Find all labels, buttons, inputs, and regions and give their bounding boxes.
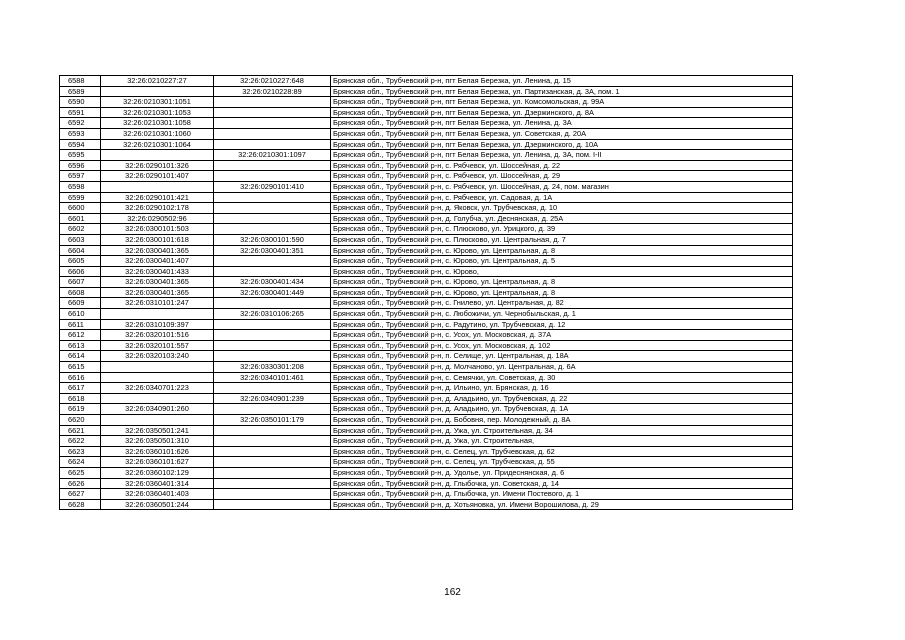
cadastral-number-cell: 32:26:0210301:1053 [101,107,214,118]
table-row [60,340,793,351]
row-number-cell: 6594 [60,139,101,150]
premises-cadastral-number-cell [214,298,331,309]
table-row [60,277,793,288]
table-row [60,415,793,426]
row-number-cell: 6608 [60,287,101,298]
premises-cadastral-number-cell [214,330,331,341]
row-number-cell: 6596 [60,160,101,171]
table-row [60,499,793,510]
cadastral-number-cell: 32:26:0350501:310 [101,436,214,447]
row-number-cell: 6622 [60,436,101,447]
row-number-cell: 6593 [60,128,101,139]
premises-cadastral-number-cell [214,266,331,277]
table-row [60,467,793,478]
premises-cadastral-number-cell [214,213,331,224]
property-table [59,75,793,510]
row-number-cell: 6625 [60,467,101,478]
premises-cadastral-number-cell [214,128,331,139]
premises-cadastral-number-cell [214,478,331,489]
cadastral-number-cell: 32:26:0300401:433 [101,266,214,277]
address-cell: Брянская обл., Трубчевский р-н, пгт Белая Березка, ул. Партизанская, д. 3А, пом. 1 [331,86,793,97]
premises-cadastral-number-cell [214,192,331,203]
premises-cadastral-number-cell: 32:26:0210227:648 [214,76,331,87]
table-row [60,139,793,150]
address-cell: Брянская обл., Трубчевский р-н, с. Рябчевск, ул. Шоссейная, д. 29 [331,171,793,182]
cadastral-number-cell [101,86,214,97]
row-number-cell: 6592 [60,118,101,129]
premises-cadastral-number-cell: 32:26:0310106:265 [214,309,331,320]
address-cell: Брянская обл., Трубчевский р-н, д. Ужа, ул. Строительная, [331,436,793,447]
table-row [60,478,793,489]
address-cell: Брянская обл., Трубчевский р-н, д. Глыбочка, ул. Советская, д. 14 [331,478,793,489]
cadastral-number-cell: 32:26:0350501:241 [101,425,214,436]
address-cell: Брянская обл., Трубчевский р-н, с. Селец, ул. Трубчевская, д. 55 [331,457,793,468]
table-row [60,128,793,139]
row-number-cell: 6604 [60,245,101,256]
table-row [60,436,793,447]
address-cell: Брянская обл., Трубчевский р-н, пгт Белая Березка, ул. Ленина, д. 3А [331,118,793,129]
cadastral-number-cell: 32:26:0360501:244 [101,499,214,510]
row-number-cell: 6618 [60,393,101,404]
cadastral-number-cell: 32:26:0310101:247 [101,298,214,309]
premises-cadastral-number-cell [214,425,331,436]
address-cell: Брянская обл., Трубчевский р-н, с. Усох, ул. Московская, д. 102 [331,340,793,351]
row-number-cell: 6600 [60,203,101,214]
row-number-cell: 6610 [60,309,101,320]
premises-cadastral-number-cell [214,404,331,415]
row-number-cell: 6626 [60,478,101,489]
premises-cadastral-number-cell [214,383,331,394]
cadastral-number-cell: 32:26:0320103:240 [101,351,214,362]
address-cell: Брянская обл., Трубчевский р-н, с. Селец, ул. Трубчевская, д. 62 [331,446,793,457]
table-row [60,287,793,298]
cadastral-number-cell: 32:26:0360401:403 [101,489,214,500]
premises-cadastral-number-cell [214,97,331,108]
table-row [60,351,793,362]
address-cell: Брянская обл., Трубчевский р-н, д. Глыбочка, ул. Имени Постевого, д. 1 [331,489,793,500]
premises-cadastral-number-cell [214,499,331,510]
premises-cadastral-number-cell [214,139,331,150]
table-body [60,76,793,510]
premises-cadastral-number-cell [214,203,331,214]
premises-cadastral-number-cell [214,446,331,457]
table-row [60,309,793,320]
table-row [60,372,793,383]
cadastral-number-cell: 32:26:0210301:1058 [101,118,214,129]
cadastral-number-cell: 32:26:0300401:365 [101,287,214,298]
premises-cadastral-number-cell [214,107,331,118]
table-row [60,107,793,118]
cadastral-number-cell: 32:26:0210301:1060 [101,128,214,139]
premises-cadastral-number-cell [214,171,331,182]
table-row [60,319,793,330]
address-cell: Брянская обл., Трубчевский р-н, д. Голубча, ул. Деснянская, д. 25А [331,213,793,224]
cadastral-number-cell: 32:26:0310109:397 [101,319,214,330]
address-cell: Брянская обл., Трубчевский р-н, пгт Белая Березка, ул. Дзержинского, д. 8А [331,107,793,118]
row-number-cell: 6617 [60,383,101,394]
row-number-cell: 6616 [60,372,101,383]
table-row [60,203,793,214]
address-cell: Брянская обл., Трубчевский р-н, с. Юрово, ул. Центральная, д. 8 [331,287,793,298]
row-number-cell: 6603 [60,234,101,245]
row-number-cell: 6588 [60,76,101,87]
row-number-cell: 6595 [60,150,101,161]
premises-cadastral-number-cell [214,160,331,171]
row-number-cell: 6589 [60,86,101,97]
address-cell: Брянская обл., Трубчевский р-н, пгт Белая Березка, ул. Советская, д. 20А [331,128,793,139]
table-row [60,213,793,224]
cadastral-number-cell: 32:26:0300101:618 [101,234,214,245]
table-row [60,150,793,161]
address-cell: Брянская обл., Трубчевский р-н, пгт Белая Березка, ул. Ленина, д. 15 [331,76,793,87]
table-row [60,330,793,341]
row-number-cell: 6612 [60,330,101,341]
premises-cadastral-number-cell: 32:26:0330301:208 [214,362,331,373]
table-row [60,97,793,108]
row-number-cell: 6599 [60,192,101,203]
row-number-cell: 6590 [60,97,101,108]
address-cell: Брянская обл., Трубчевский р-н, пгт Белая Березка, ул. Ленина, д. 3А, пом. I-II [331,150,793,161]
row-number-cell: 6601 [60,213,101,224]
cadastral-number-cell [101,150,214,161]
row-number-cell: 6613 [60,340,101,351]
address-cell: Брянская обл., Трубчевский р-н, с. Любожичи, ул. Чернобыльская, д. 1 [331,309,793,320]
table-row [60,224,793,235]
premises-cadastral-number-cell [214,489,331,500]
cadastral-number-cell [101,362,214,373]
premises-cadastral-number-cell [214,340,331,351]
address-cell: Брянская обл., Трубчевский р-н, с. Гнилево, ул. Центральная, д. 82 [331,298,793,309]
row-number-cell: 6598 [60,181,101,192]
table-row [60,245,793,256]
premises-cadastral-number-cell [214,457,331,468]
address-cell: Брянская обл., Трубчевский р-н, д. Молчаново, ул. Центральная, д. 6А [331,362,793,373]
address-cell: Брянская обл., Трубчевский р-н, пгт Белая Березка, ул. Дзержинского, д. 10А [331,139,793,150]
premises-cadastral-number-cell: 32:26:0300101:590 [214,234,331,245]
table-row [60,266,793,277]
premises-cadastral-number-cell [214,436,331,447]
row-number-cell: 6627 [60,489,101,500]
table-row [60,256,793,267]
table-row [60,393,793,404]
row-number-cell: 6620 [60,415,101,426]
row-number-cell: 6624 [60,457,101,468]
address-cell: Брянская обл., Трубчевский р-н, с. Юрово, [331,266,793,277]
premises-cadastral-number-cell [214,351,331,362]
row-number-cell: 6591 [60,107,101,118]
cadastral-number-cell: 32:26:0210301:1064 [101,139,214,150]
table-row [60,160,793,171]
row-number-cell: 6619 [60,404,101,415]
address-cell: Брянская обл., Трубчевский р-н, д. Ильино, ул. Брянская, д. 16 [331,383,793,394]
address-cell: Брянская обл., Трубчевский р-н, с. Плюсково, ул. Центральная, д. 7 [331,234,793,245]
address-cell: Брянская обл., Трубчевский р-н, д. Удолье, ул. Придеснянская, д. 6 [331,467,793,478]
table-row [60,383,793,394]
address-cell: Брянская обл., Трубчевский р-н, д. Яковск, ул. Трубчевская, д. 10 [331,203,793,214]
address-cell: Брянская обл., Трубчевский р-н, д. Ужа, ул. Строительная, д. 34 [331,425,793,436]
premises-cadastral-number-cell [214,319,331,330]
address-cell: Брянская обл., Трубчевский р-н, с. Рябчевск, ул. Шоссейная, д. 24, пом. магазин [331,181,793,192]
row-number-cell: 6607 [60,277,101,288]
table-row [60,457,793,468]
cadastral-number-cell: 32:26:0210227:27 [101,76,214,87]
row-number-cell: 6606 [60,266,101,277]
row-number-cell: 6623 [60,446,101,457]
cadastral-number-cell: 32:26:0290102:178 [101,203,214,214]
cadastral-number-cell: 32:26:0340701:223 [101,383,214,394]
premises-cadastral-number-cell: 32:26:0350101:179 [214,415,331,426]
cadastral-number-cell: 32:26:0300401:407 [101,256,214,267]
cadastral-number-cell: 32:26:0300101:503 [101,224,214,235]
address-cell: Брянская обл., Трубчевский р-н, с. Юрово, ул. Центральная, д. 8 [331,277,793,288]
cadastral-number-cell: 32:26:0300401:365 [101,277,214,288]
address-cell: Брянская обл., Трубчевский р-н, с. Плюсково, ул. Урицкого, д. 39 [331,224,793,235]
cadastral-number-cell: 32:26:0290502:96 [101,213,214,224]
table-row [60,446,793,457]
cadastral-number-cell [101,309,214,320]
cadastral-number-cell: 32:26:0290101:326 [101,160,214,171]
premises-cadastral-number-cell: 32:26:0210301:1097 [214,150,331,161]
address-cell: Брянская обл., Трубчевский р-н, п. Селище, ул. Центральная, д. 18А [331,351,793,362]
row-number-cell: 6628 [60,499,101,510]
address-cell: Брянская обл., Трубчевский р-н, д. Бобовня, пер. Молодежный, д. 8А [331,415,793,426]
premises-cadastral-number-cell: 32:26:0300401:449 [214,287,331,298]
cadastral-number-cell: 32:26:0360401:314 [101,478,214,489]
cadastral-number-cell: 32:26:0300401:365 [101,245,214,256]
cadastral-number-cell: 32:26:0360101:627 [101,457,214,468]
table-row [60,425,793,436]
premises-cadastral-number-cell [214,118,331,129]
cadastral-number-cell: 32:26:0360102:129 [101,467,214,478]
table-row [60,181,793,192]
address-cell: Брянская обл., Трубчевский р-н, с. Юрово, ул. Центральная, д. 8 [331,245,793,256]
address-cell: Брянская обл., Трубчевский р-н, пгт Белая Березка, ул. Комсомольская, д. 99А [331,97,793,108]
table-row [60,192,793,203]
table-row [60,234,793,245]
row-number-cell: 6609 [60,298,101,309]
cadastral-number-cell: 32:26:0320101:557 [101,340,214,351]
cadastral-number-cell [101,415,214,426]
row-number-cell: 6615 [60,362,101,373]
row-number-cell: 6611 [60,319,101,330]
table-row [60,76,793,87]
premises-cadastral-number-cell: 32:26:0340901:239 [214,393,331,404]
row-number-cell: 6621 [60,425,101,436]
premises-cadastral-number-cell [214,467,331,478]
table-row [60,118,793,129]
address-cell: Брянская обл., Трубчевский р-н, с. Радутино, ул. Трубчевская, д. 12 [331,319,793,330]
row-number-cell: 6614 [60,351,101,362]
premises-cadastral-number-cell: 32:26:0340101:461 [214,372,331,383]
address-cell: Брянская обл., Трубчевский р-н, с. Юрово, ул. Центральная, д. 5 [331,256,793,267]
row-number-cell: 6597 [60,171,101,182]
address-cell: Брянская обл., Трубчевский р-н, с. Семячки, ул. Советская, д. 30 [331,372,793,383]
cadastral-number-cell: 32:26:0290101:421 [101,192,214,203]
row-number-cell: 6602 [60,224,101,235]
cadastral-number-cell: 32:26:0290101:407 [101,171,214,182]
page-number: 162 [444,587,461,598]
cadastral-number-cell: 32:26:0210301:1051 [101,97,214,108]
row-number-cell: 6605 [60,256,101,267]
table-row [60,362,793,373]
premises-cadastral-number-cell: 32:26:0300401:351 [214,245,331,256]
cadastral-number-cell: 32:26:0320101:516 [101,330,214,341]
address-cell: Брянская обл., Трубчевский р-н, д. Аладьино, ул. Трубчевская, д. 1А [331,404,793,415]
cadastral-number-cell [101,393,214,404]
table-row [60,489,793,500]
address-cell: Брянская обл., Трубчевский р-н, д. Хотьяновка, ул. Имени Ворошилова, д. 29 [331,499,793,510]
address-cell: Брянская обл., Трубчевский р-н, с. Рябчевск, ул. Садовая, д. 1А [331,192,793,203]
premises-cadastral-number-cell: 32:26:0300401:434 [214,277,331,288]
premises-cadastral-number-cell: 32:26:0210228:89 [214,86,331,97]
premises-cadastral-number-cell: 32:26:0290101:410 [214,181,331,192]
table-row [60,86,793,97]
cadastral-number-cell [101,372,214,383]
table-row [60,404,793,415]
cadastral-number-cell: 32:26:0340901:260 [101,404,214,415]
table-row [60,298,793,309]
cadastral-number-cell: 32:26:0360101:626 [101,446,214,457]
address-cell: Брянская обл., Трубчевский р-н, с. Рябчевск, ул. Шоссейная, д. 22 [331,160,793,171]
premises-cadastral-number-cell [214,256,331,267]
table-row [60,171,793,182]
premises-cadastral-number-cell [214,224,331,235]
address-cell: Брянская обл., Трубчевский р-н, д. Аладьино, ул. Трубчевская, д. 22 [331,393,793,404]
address-cell: Брянская обл., Трубчевский р-н, с. Усох, ул. Московская, д. 37А [331,330,793,341]
cadastral-number-cell [101,181,214,192]
